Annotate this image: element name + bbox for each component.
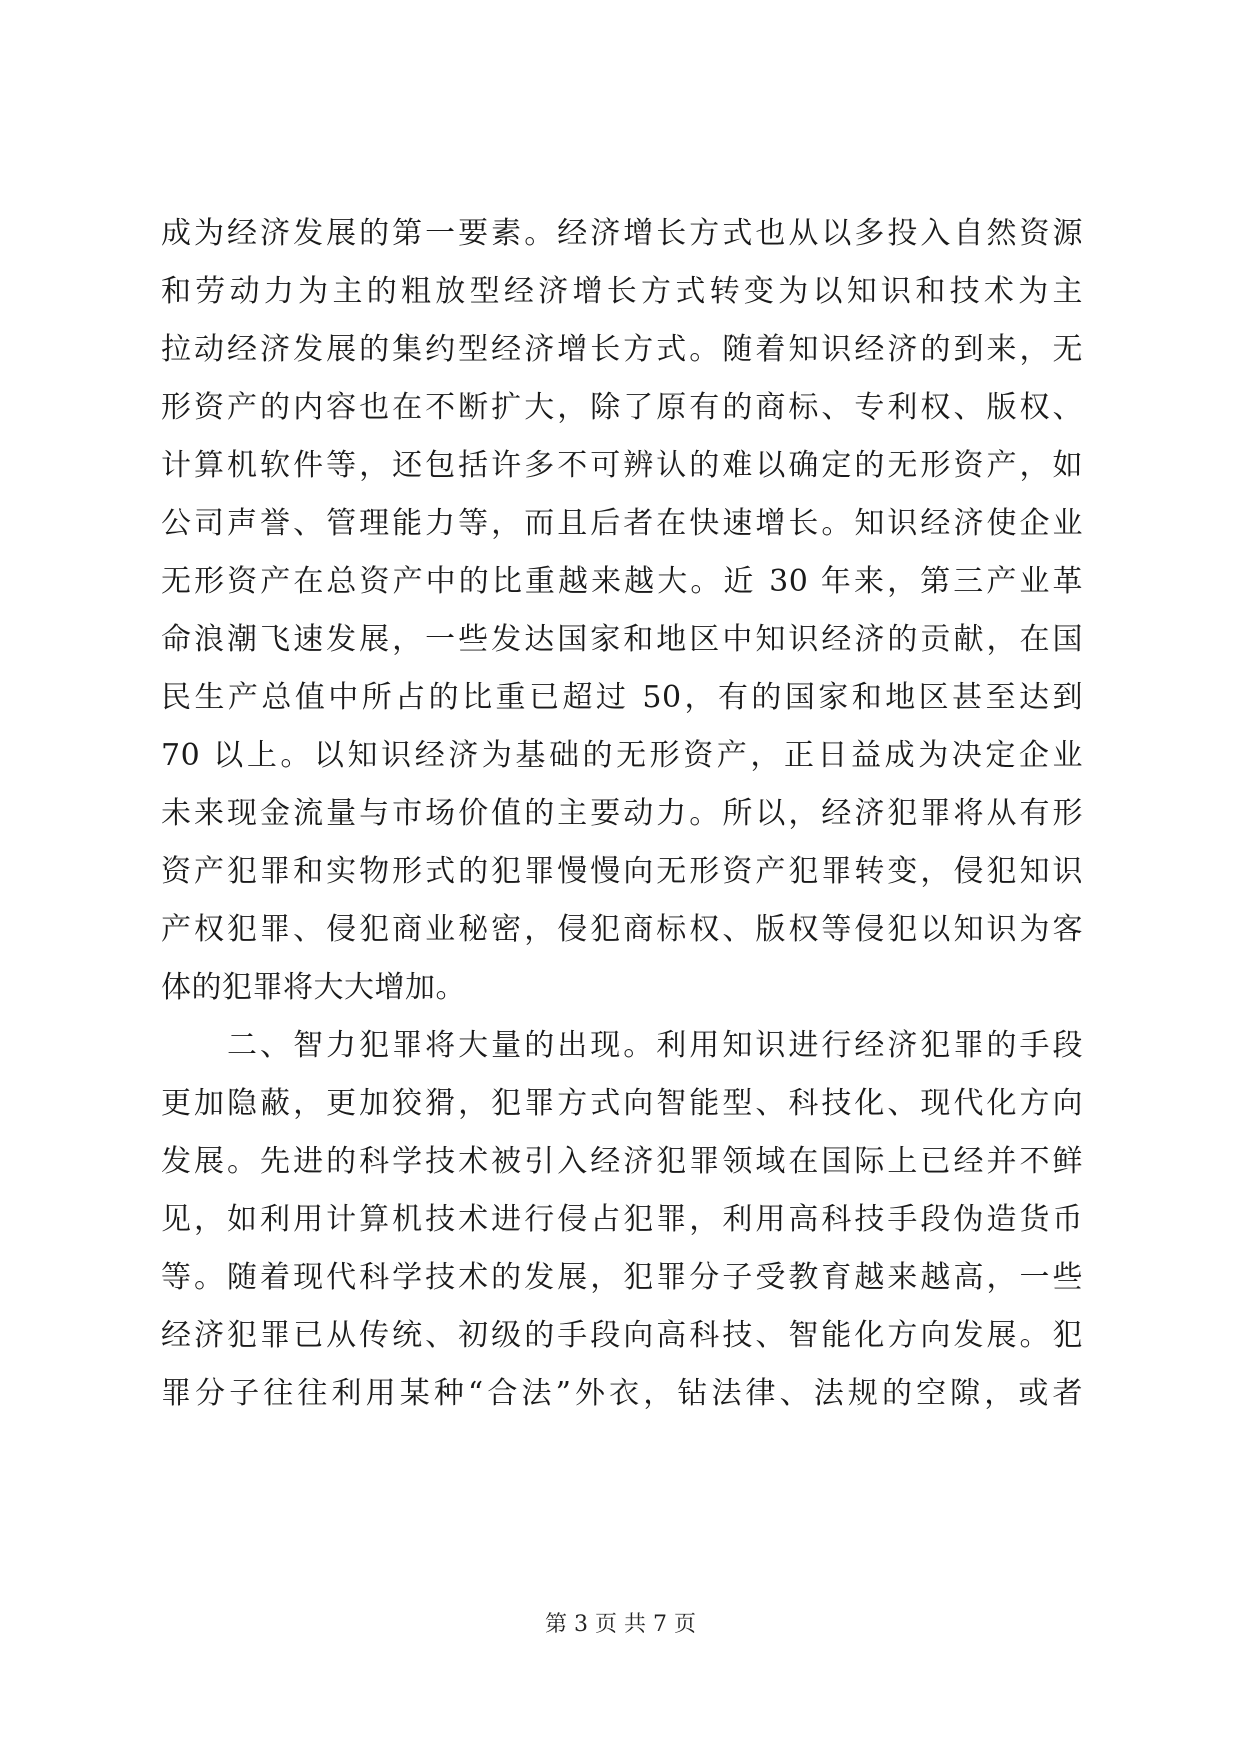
- text-line: 经济犯罪已从传统、初级的手段向高科技、智能化方向发展。犯: [161, 1318, 1083, 1353]
- text-line: 无形资产在总资产中的比重越来越大。近 30 年来，第三产业革: [161, 564, 1083, 599]
- text-line: 形资产的内容也在不断扩大，除了原有的商标、专利权、版权、: [161, 390, 1083, 425]
- text-line: 70 以上。以知识经济为基础的无形资产，正日益成为决定企业: [161, 738, 1083, 773]
- text-line: 拉动经济发展的集约型经济增长方式。随着知识经济的到来，无: [161, 332, 1083, 367]
- text-line: 和劳动力为主的粗放型经济增长方式转变为以知识和技术为主: [161, 274, 1083, 309]
- text-line: 资产犯罪和实物形式的犯罪慢慢向无形资产犯罪转变，侵犯知识: [161, 854, 1083, 889]
- text-line: 产权犯罪、侵犯商业秘密，侵犯商标权、版权等侵犯以知识为客: [161, 912, 1083, 947]
- text-line: 见，如利用计算机技术进行侵占犯罪，利用高科技手段伪造货币: [161, 1202, 1083, 1237]
- text-line: 公司声誉、管理能力等，而且后者在快速增长。知识经济使企业: [161, 506, 1083, 541]
- text-line: 更加隐蔽，更加狡猾，犯罪方式向智能型、科技化、现代化方向: [161, 1086, 1083, 1121]
- text-line: 等。随着现代科学技术的发展，犯罪分子受教育越来越高，一些: [161, 1260, 1083, 1295]
- text-line: 发展。先进的科学技术被引入经济犯罪领域在国际上已经并不鲜: [161, 1144, 1083, 1179]
- text-line: 命浪潮飞速发展，一些发达国家和地区中知识经济的贡献，在国: [161, 622, 1083, 657]
- body-text: [161, 205, 1083, 1423]
- text-line: 计算机软件等，还包括许多不可辨认的难以确定的无形资产，如: [161, 448, 1083, 483]
- text-line: 二、智力犯罪将大量的出现。利用知识进行经济犯罪的手段: [161, 1028, 1083, 1063]
- page-number-footer: 第 3 页 共 7 页: [545, 1612, 696, 1637]
- text-line: 成为经济发展的第一要素。经济增长方式也从以多投入自然资源: [161, 216, 1083, 251]
- text-line: 罪分子往往利用某种“合法”外衣，钻法律、法规的空隙，或者: [161, 1376, 1083, 1411]
- text-line: 未来现金流量与市场价值的主要动力。所以，经济犯罪将从有形: [161, 796, 1083, 831]
- text-line: 民生产总值中所占的比重已超过 50，有的国家和地区甚至达到: [161, 680, 1083, 715]
- text-line: 体的犯罪将大大增加。: [161, 970, 466, 1005]
